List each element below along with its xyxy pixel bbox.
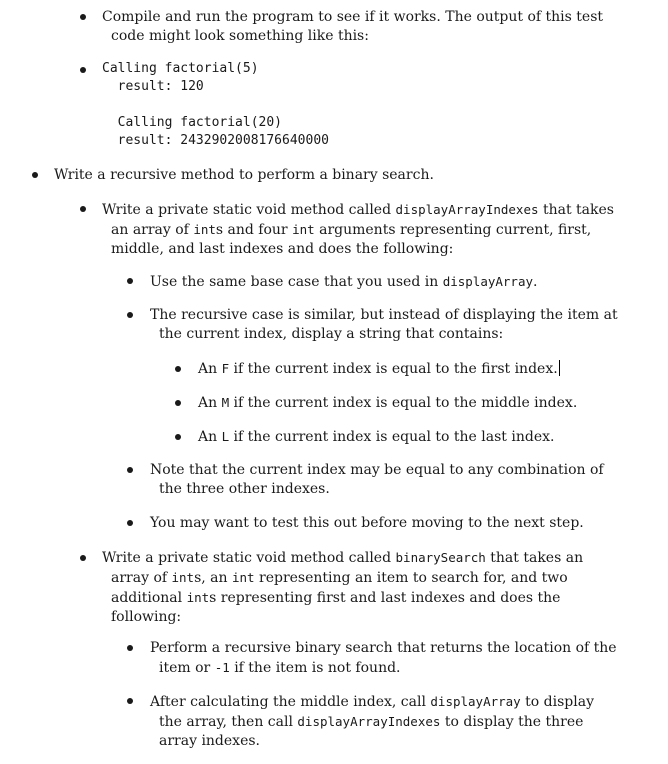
bullet-icon xyxy=(127,467,133,473)
text: arguments representing current, first, middle, and last indexes and does the following: xyxy=(111,222,592,257)
text: s and four xyxy=(215,222,293,238)
type-name: int xyxy=(231,570,255,585)
text: if the item is not found. xyxy=(229,660,401,676)
bullet-icon xyxy=(127,278,133,284)
text: if the current index is equal to the first index. xyxy=(229,361,558,377)
text: if the current index is equal to the last index. xyxy=(229,429,555,445)
type-name: int xyxy=(186,590,210,605)
text: Write a private static void method called xyxy=(102,550,396,566)
bullet-icon xyxy=(127,645,133,651)
method-name: binarySearch xyxy=(395,550,486,565)
text: representing an item to search for, and two additional xyxy=(111,570,568,606)
text: that takes an array of xyxy=(111,202,614,238)
case-first xyxy=(198,359,560,379)
method-name: displayArray xyxy=(442,274,533,289)
bullet-icon xyxy=(127,520,133,526)
method-name: displayArrayIndexes xyxy=(297,714,441,729)
note xyxy=(150,461,614,499)
text: The recursive case is similar, but instead of displaying the item at the current index, display a string that contains: xyxy=(150,307,618,342)
recursive-case xyxy=(150,306,629,344)
bullet-icon xyxy=(175,434,181,440)
after-middle xyxy=(150,692,614,751)
bullet-icon xyxy=(127,698,133,704)
text: s, an xyxy=(194,570,232,586)
method-name: displayArray xyxy=(430,694,521,709)
bullet-icon xyxy=(80,67,86,73)
step-display-indexes xyxy=(102,200,616,259)
text: to display the three array indexes. xyxy=(159,714,584,749)
step-compile-text: Compile and run the program to see if it works. The output of this test code might look something like this: xyxy=(102,9,604,44)
output-line-2: result: 120 xyxy=(102,79,204,94)
text: You may want to test this out before moving to the next step. xyxy=(150,515,584,531)
text: to display the array, then call xyxy=(159,694,594,730)
bullet-icon xyxy=(80,206,86,212)
step-recursive xyxy=(54,166,434,185)
text: . xyxy=(533,274,538,290)
text: An xyxy=(198,361,222,377)
text: An xyxy=(198,395,222,411)
letter-code: F xyxy=(221,361,230,376)
text: After calculating the middle index, call xyxy=(150,694,431,710)
text: An xyxy=(198,429,222,445)
type-name: int xyxy=(193,222,216,237)
bullet-icon xyxy=(175,400,181,406)
type-name: int xyxy=(292,222,315,237)
step-compile xyxy=(102,8,611,46)
output-line-3: Calling factorial(20) xyxy=(102,115,283,130)
output-line-1: Calling factorial(5) xyxy=(102,61,259,76)
bullet-icon xyxy=(80,555,86,561)
letter-code: L xyxy=(221,429,230,444)
step-recursive-text: Write a recursive method to perform a binary search. xyxy=(54,167,434,183)
method-name: displayArrayIndexes xyxy=(395,202,539,217)
case-middle xyxy=(198,393,577,413)
text: s representing first and last indexes and does the following: xyxy=(111,590,561,625)
bullet-icon xyxy=(32,172,38,178)
text: Note that the current index may be equal to any combination of the three other indexes. xyxy=(150,462,604,497)
bullet-icon xyxy=(80,14,86,20)
step-binary-search xyxy=(102,548,601,627)
output-line-4: result: 2432902008176640000 xyxy=(102,133,329,148)
case-last xyxy=(198,427,554,447)
base-case xyxy=(150,272,537,292)
return-value: -1 xyxy=(214,660,230,675)
perform-search xyxy=(150,639,634,678)
text: if the current index is equal to the middle index. xyxy=(229,395,578,411)
text: Write a private static void method called xyxy=(102,202,396,218)
text: that takes an array of xyxy=(111,550,584,586)
sample-output xyxy=(102,60,329,150)
test-note xyxy=(150,514,584,533)
text: Perform a recursive binary search that returns the location of the item or xyxy=(150,640,617,676)
bullet-icon xyxy=(175,366,181,372)
type-name: int xyxy=(171,570,195,585)
bullet-icon xyxy=(127,312,133,318)
text: Use the same base case that you used in xyxy=(150,274,443,290)
text-cursor xyxy=(559,360,560,376)
letter-code: M xyxy=(221,395,230,410)
